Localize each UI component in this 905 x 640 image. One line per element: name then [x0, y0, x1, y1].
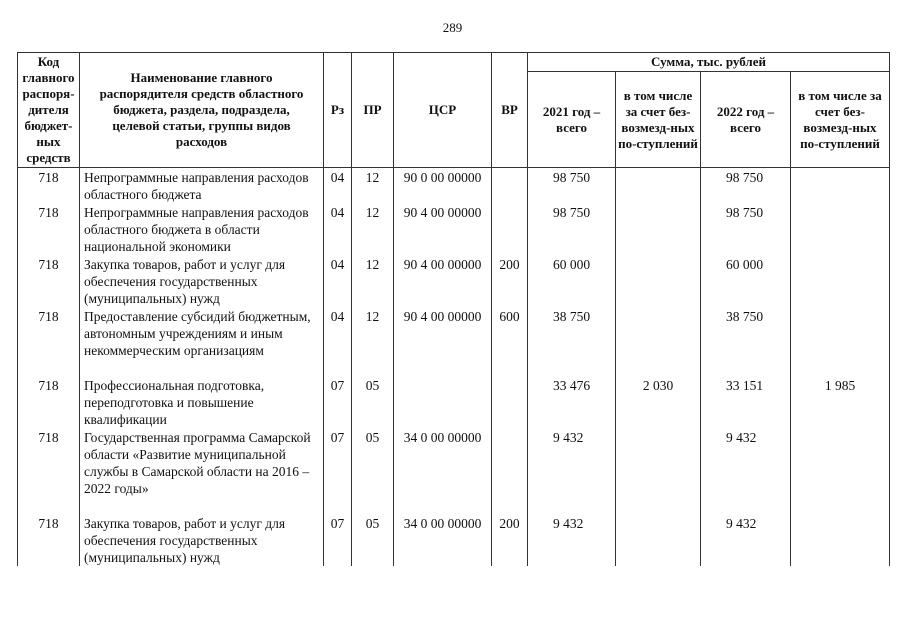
- header-2022-free: в том числе за счет без-возмезд-ных по-ступлений: [791, 72, 890, 168]
- cell-pr: 12: [352, 307, 394, 376]
- table-row: [18, 255, 890, 307]
- cell-2022-free: [791, 203, 890, 255]
- cell-code: 718: [18, 376, 80, 428]
- cell-2022-free: [791, 307, 890, 376]
- cell-pr: 12: [352, 168, 394, 204]
- cell-2021-free: [616, 428, 701, 514]
- header-2021-total: 2021 год – всего: [528, 72, 616, 168]
- header-vr: ВР: [492, 53, 528, 168]
- cell-rz: 04: [324, 203, 352, 255]
- cell-csr: 34 0 00 00000: [394, 514, 492, 566]
- table-row: [18, 203, 890, 255]
- header-2021-free: в том числе за счет без-возмезд-ных по-ступлений: [616, 72, 701, 168]
- cell-code: 718: [18, 255, 80, 307]
- cell-2021-total: 60 000: [528, 255, 616, 307]
- cell-vr: 200: [492, 255, 528, 307]
- cell-2022-total: 9 432: [701, 514, 791, 566]
- cell-2022-total: 9 432: [701, 428, 791, 514]
- cell-name: Государственная программа Самарской области «Развитие муниципальной службы в Самарской области на 2016 – 2022 годы»: [80, 428, 324, 514]
- cell-2021-free: [616, 255, 701, 307]
- table-row: [18, 168, 890, 204]
- cell-name: Предоставление субсидий бюджетным, автономным учреждениям и иным некоммерческим организациям: [80, 307, 324, 376]
- cell-vr: [492, 376, 528, 428]
- cell-pr: 05: [352, 428, 394, 514]
- table-row: [18, 428, 890, 514]
- cell-pr: 05: [352, 514, 394, 566]
- header-csr: ЦСР: [394, 53, 492, 168]
- cell-vr: 600: [492, 307, 528, 376]
- cell-code: 718: [18, 428, 80, 514]
- page-number: 289: [442, 20, 463, 35]
- cell-csr: 34 0 00 00000: [394, 428, 492, 514]
- table-row: [18, 307, 890, 376]
- cell-name: Непрограммные направления расходов областного бюджета: [80, 168, 324, 204]
- header-rz: Рз: [324, 53, 352, 168]
- cell-2022-free: 1 985: [791, 376, 890, 428]
- header-pr: ПР: [352, 53, 394, 168]
- cell-rz: 07: [324, 376, 352, 428]
- cell-2021-total: 9 432: [528, 428, 616, 514]
- cell-2021-free: 2 030: [616, 376, 701, 428]
- budget-table: [17, 52, 890, 566]
- cell-vr: [492, 203, 528, 255]
- cell-pr: 12: [352, 203, 394, 255]
- header-code: Код главного распоря-дителя бюджет-ных средств: [18, 53, 80, 168]
- cell-2021-total: 9 432: [528, 514, 616, 566]
- cell-2022-total: 98 750: [701, 203, 791, 255]
- cell-name: Непрограммные направления расходов областного бюджета в области национальной экономики: [80, 203, 324, 255]
- cell-2022-total: 60 000: [701, 255, 791, 307]
- cell-code: 718: [18, 514, 80, 566]
- cell-csr: [394, 376, 492, 428]
- cell-pr: 12: [352, 255, 394, 307]
- cell-2021-free: [616, 203, 701, 255]
- cell-2021-total: 98 750: [528, 203, 616, 255]
- cell-2021-total: 98 750: [528, 168, 616, 204]
- cell-name: Профессиональная подготовка, переподготовка и повышение квалификации: [80, 376, 324, 428]
- cell-name: Закупка товаров, работ и услуг для обеспечения государственных (муниципальных) нужд: [80, 255, 324, 307]
- table-row: [18, 514, 890, 566]
- cell-rz: 04: [324, 307, 352, 376]
- cell-2021-free: [616, 168, 701, 204]
- cell-2022-total: 33 151: [701, 376, 791, 428]
- cell-csr: 90 4 00 00000: [394, 307, 492, 376]
- cell-rz: 07: [324, 428, 352, 514]
- header-name: Наименование главного распорядителя средств областного бюджета, раздела, подраздела, целевой статьи, группы видов расходов: [80, 53, 324, 168]
- cell-name: Закупка товаров, работ и услуг для обеспечения государственных (муниципальных) нужд: [80, 514, 324, 566]
- cell-csr: 90 0 00 00000: [394, 168, 492, 204]
- cell-2022-free: [791, 514, 890, 566]
- cell-2021-free: [616, 307, 701, 376]
- cell-2022-free: [791, 255, 890, 307]
- cell-rz: 07: [324, 514, 352, 566]
- cell-csr: 90 4 00 00000: [394, 255, 492, 307]
- cell-2022-free: [791, 428, 890, 514]
- cell-2022-free: [791, 168, 890, 204]
- cell-vr: 200: [492, 514, 528, 566]
- cell-2021-free: [616, 514, 701, 566]
- cell-code: 718: [18, 168, 80, 204]
- header-sum: Сумма, тыс. рублей: [528, 53, 890, 72]
- cell-2022-total: 38 750: [701, 307, 791, 376]
- cell-2021-total: 33 476: [528, 376, 616, 428]
- cell-code: 718: [18, 203, 80, 255]
- header-2022-total: 2022 год – всего: [701, 72, 791, 168]
- cell-csr: 90 4 00 00000: [394, 203, 492, 255]
- cell-2021-total: 38 750: [528, 307, 616, 376]
- cell-2022-total: 98 750: [701, 168, 791, 204]
- cell-rz: 04: [324, 168, 352, 204]
- cell-rz: 04: [324, 255, 352, 307]
- cell-vr: [492, 428, 528, 514]
- cell-code: 718: [18, 307, 80, 376]
- cell-vr: [492, 168, 528, 204]
- table-row: [18, 376, 890, 428]
- cell-pr: 05: [352, 376, 394, 428]
- header-row-top: [18, 53, 890, 72]
